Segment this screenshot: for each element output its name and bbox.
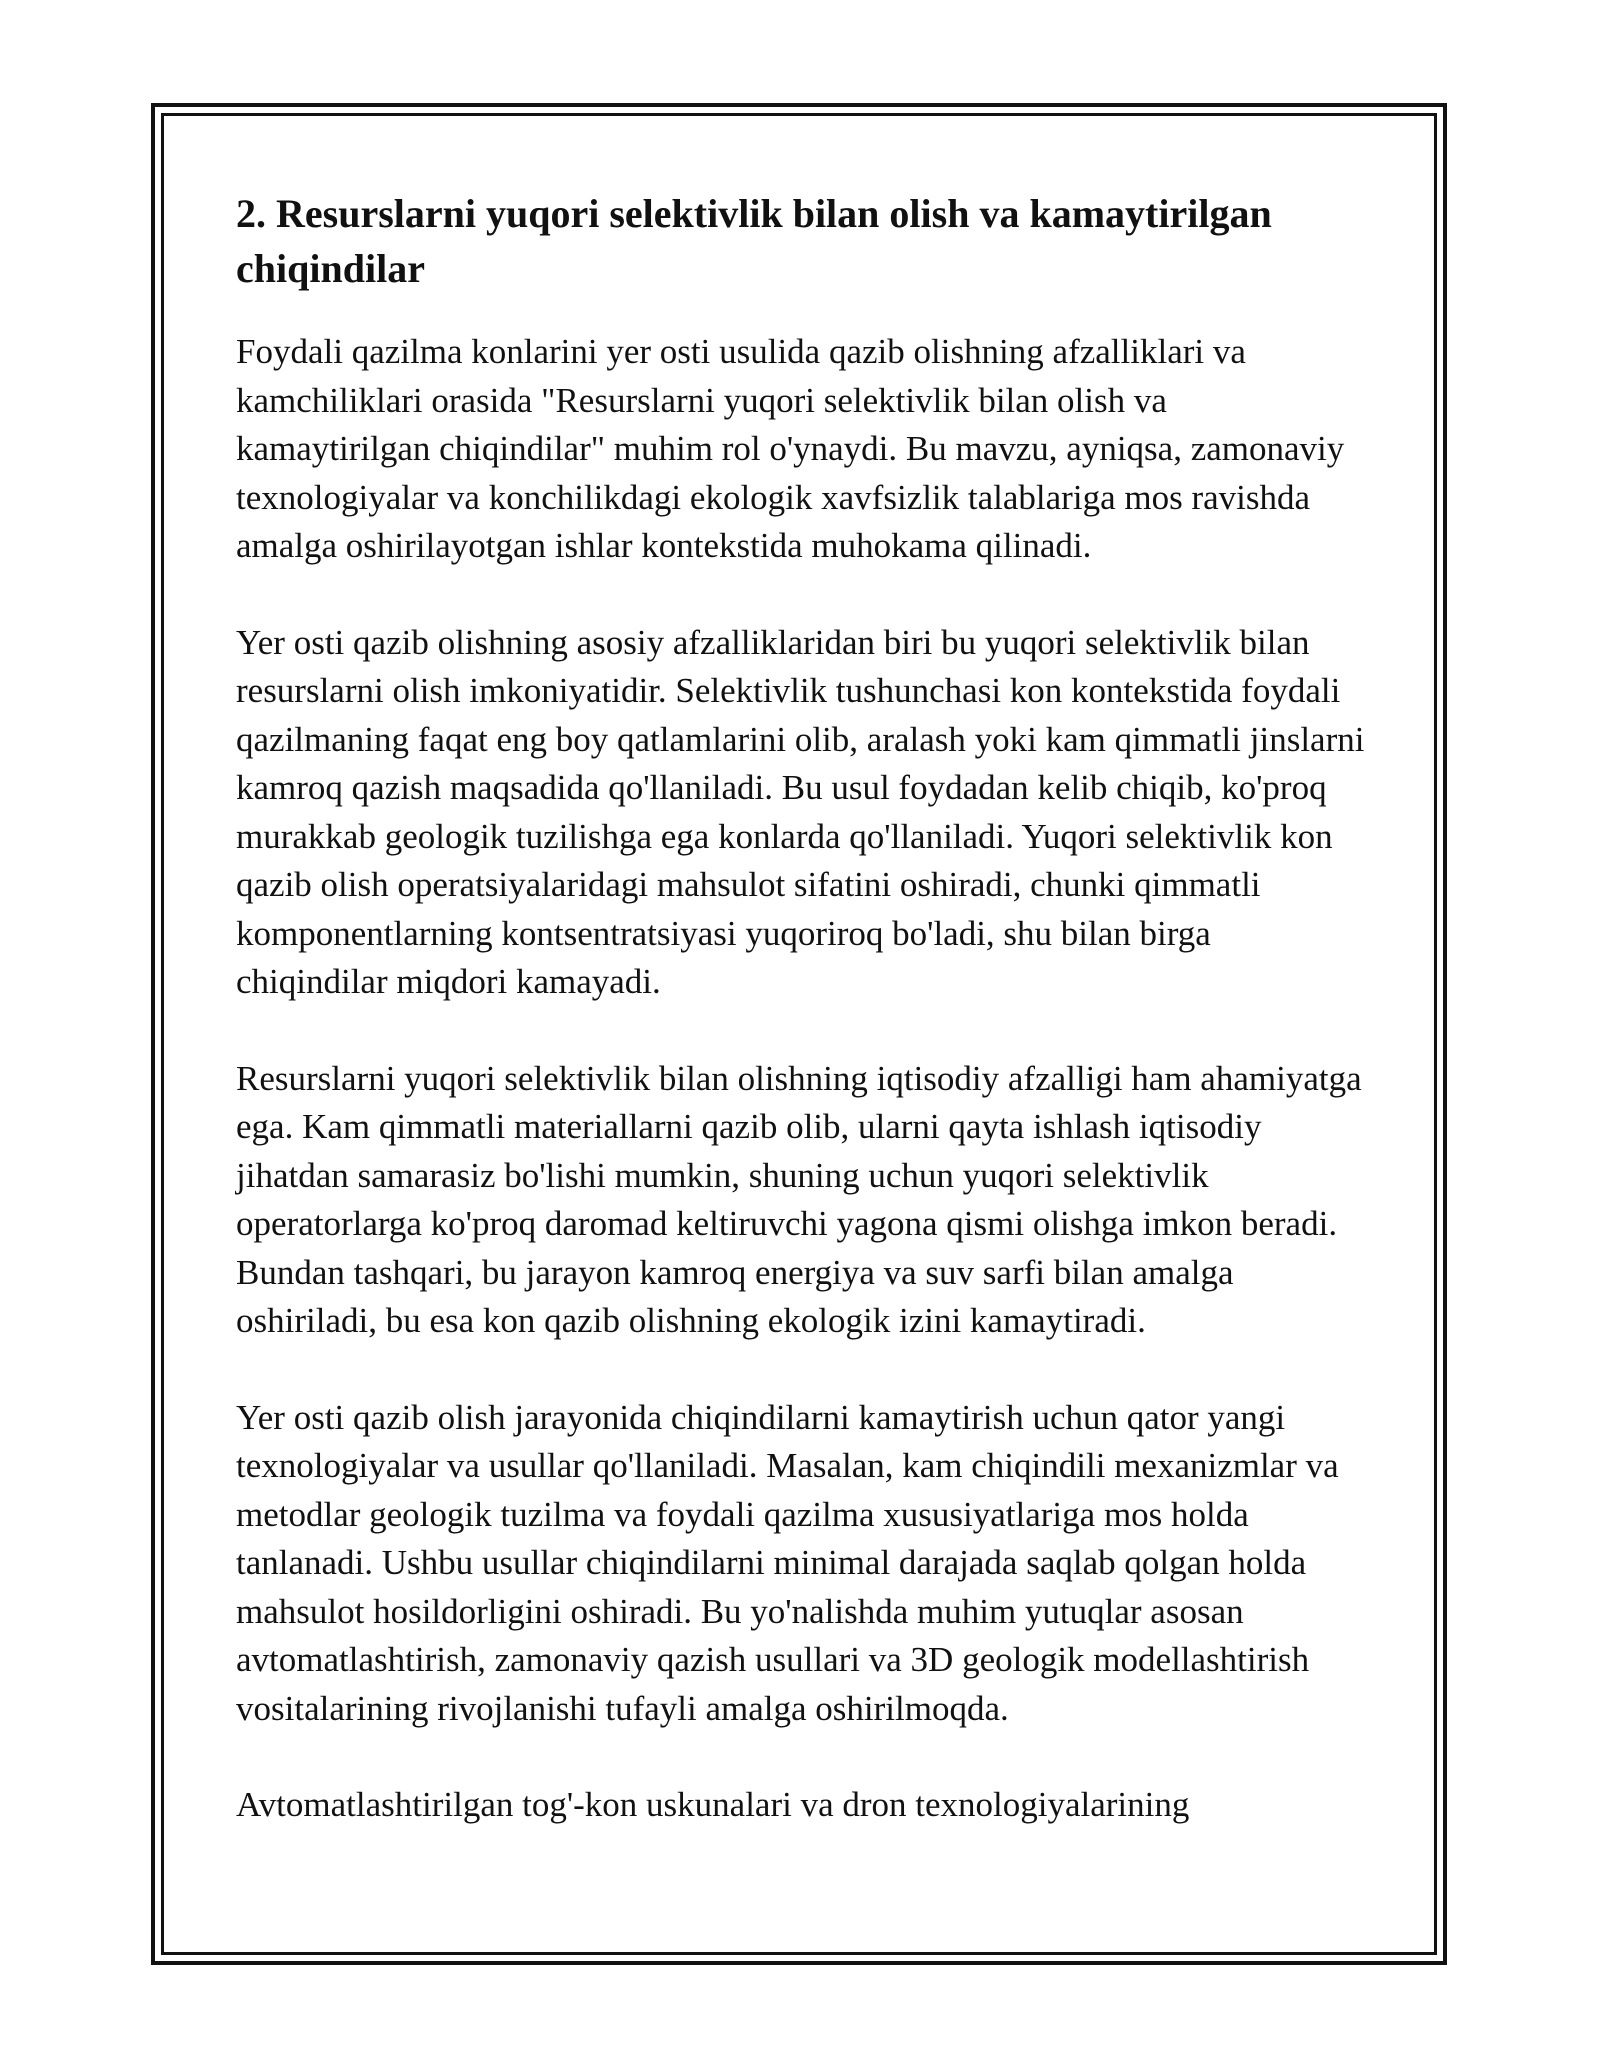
paragraph-4: Yer osti qazib olish jarayonida chiqindilarni kamaytirish uchun qator yangi texnologiyalar va usullar qo'llaniladi. Masalan, kam chiqindili mexanizmlar va metodlar geologik tuzilma va foydali qazilma xususiyatlariga mos holda tanlanadi. Ushbu usullar chiqindilarni minimal darajada saqlab qolgan holda mahsulot hosildorligini oshiradi. Bu yo'nalishda muhim yutuqlar asosan avtomatlashtirish, zamonaviy qazish usullari va 3D geologik modellashtirish vositalarining rivojlanishi tufayli amalga oshirilmoqda. — [236, 1397, 1339, 1728]
section-title: 2. Resurslarni yuqori selektivlik bilan olish va kamaytirilgan chiqindilar — [236, 191, 1272, 291]
paragraph-5: Avtomatlashtirilgan tog'-kon uskunalari va dron texnologiyalarining — [236, 1785, 1190, 1824]
document-body — [236, 186, 1370, 1878]
paragraph-3: Resurslarni yuqori selektivlik bilan olishning iqtisodiy afzalligi ham ahamiyatga ega. Kam qimmatli materiallarni qazib olib, ularni qayta ishlash iqtisodiy jihatdan samarasiz bo'lishi mumkin, shuning uchun yuqori selektivlik operatorlarga ko'proq daromad keltiruvchi yagona qismi olishga imkon beradi. Bundan tashqari, bu jarayon kamroq energiya va suv sarfi bilan amalga oshiriladi, bu esa kon qazib olishning ekologik izini kamaytiradi. — [236, 1058, 1362, 1340]
paragraph-1: Foydali qazilma konlarini yer osti usulida qazib olishning afzalliklari va kamchiliklari orasida "Resurslarni yuqori selektivlik bilan olish va kamaytirilgan chiqindilar" muhim rol o'ynaydi. Bu mavzu, ayniqsa, zamonaviy texnologiyalar va konchilikdagi ekologik xavfsizlik talablariga mos ravishda amalga oshirilayotgan ishlar kontekstida muhokama qilinadi. — [236, 332, 1345, 565]
paragraph-2: Yer osti qazib olishning asosiy afzalliklaridan biri bu yuqori selektivlik bilan resurslarni olish imkoniyatidir. Selektivlik tushunchasi kon kontekstida foydali qazilmaning faqat eng boy qatlamlarini olib, aralash yoki kam qimmatli jinslarni kamroq qazish maqsadida qo'llaniladi. Bu usul foydadan kelib chiqib, ko'proq murakkab geologik tuzilishga ega konlarda qo'llaniladi. Yuqori selektivlik kon qazib olish operatsiyalaridagi mahsulot sifatini oshiradi, chunki qimmatli komponentlarning kontsentratsiyasi yuqoriroq bo'ladi, shu bilan birga chiqindilar miqdori kamayadi. — [236, 622, 1365, 1001]
